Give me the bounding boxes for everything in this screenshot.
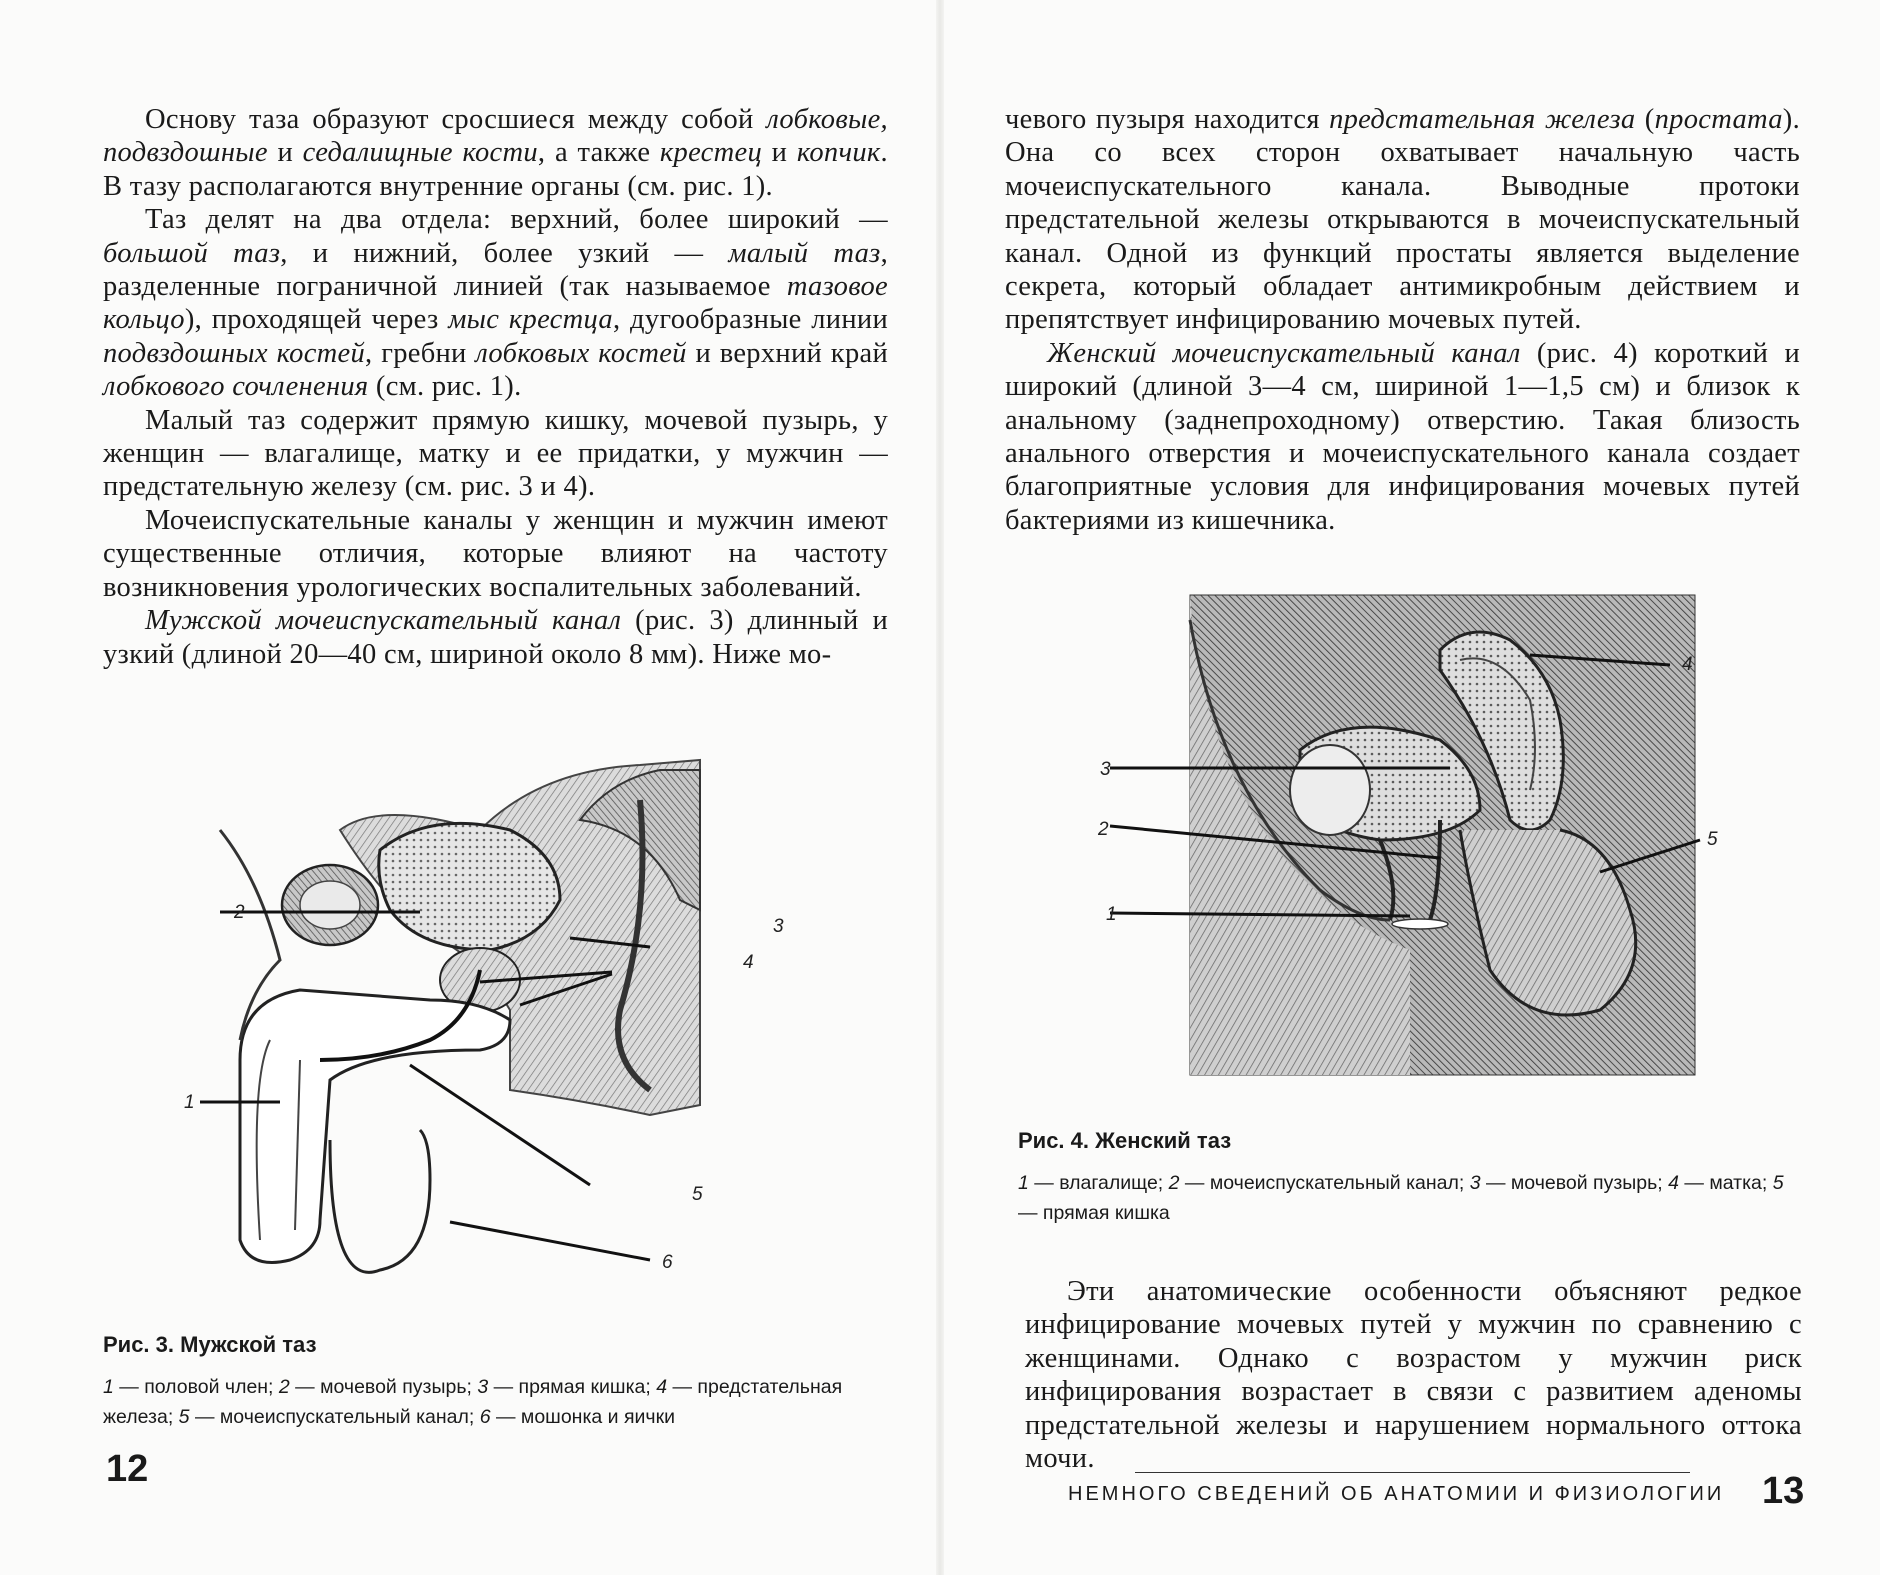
- running-header: НЕМНОГО СВЕДЕНИЙ ОБ АНАТОМИИ И ФИЗИОЛОГИИ: [1068, 1483, 1725, 1505]
- italic-term: 2: [1168, 1172, 1180, 1194]
- italic-term: седалищные кости: [302, 137, 538, 169]
- right-body-text: [1005, 103, 1800, 537]
- left-body-text: [103, 103, 888, 671]
- italic-term: крестец: [659, 137, 763, 169]
- callout-label: 2: [234, 902, 245, 923]
- italic-term: 6: [479, 1406, 491, 1428]
- italic-term: 1: [1018, 1172, 1029, 1194]
- italic-term: 1: [103, 1376, 114, 1398]
- italic-term: 3: [1469, 1172, 1481, 1194]
- italic-term: копчик: [796, 137, 881, 169]
- figure-4-caption: [1018, 1128, 1803, 1228]
- page-number: 12: [106, 1448, 149, 1490]
- italic-term: 4: [656, 1376, 668, 1398]
- italic-term: лобковые, подвздошные: [103, 104, 888, 169]
- paragraph: Таз делят на два отдела: верхний, более широкий — большой таз, и нижний, более узкий — малый таз, разделенные пограничной линией (так называемое тазовое кольцо), проходящей через мыс крестца, дугообразные линии подвздошных костей, гребни лобковых костей и верхний край лобкового сочленения (см. рис. 1).: [103, 204, 889, 403]
- male-pelvis-illustration: [180, 760, 900, 1310]
- callout-label: 3: [773, 916, 784, 937]
- right-closing-text: [1025, 1275, 1802, 1475]
- italic-term: тазовое кольцо: [103, 271, 888, 336]
- italic-term: 5: [178, 1406, 190, 1428]
- figure-male-pelvis: [180, 760, 900, 1310]
- italic-term: мыс крестца: [448, 304, 613, 336]
- callout-label: 3: [1100, 759, 1111, 780]
- paragraph: Основу таза образуют сросшиеся между собой лобковые, подвздошные и седалищные кости, а также крестец и копчик. В тазу располагаются внутренние органы (см. рис. 1).: [103, 104, 888, 202]
- callout-label: 1: [1106, 904, 1117, 925]
- italic-term: 2: [278, 1376, 290, 1398]
- italic-term: малый таз: [728, 237, 881, 269]
- callout-label: 2: [1098, 819, 1109, 840]
- caption-title: Рис. 4. Женский таз: [1018, 1128, 1232, 1153]
- italic-term: 4: [1668, 1172, 1679, 1194]
- paragraph: Мужской мочеиспускательный канал (рис. 3) длинный и узкий (длиной 20—40 см, шириной около 8 мм). Ниже мо-: [103, 605, 888, 670]
- paragraph: Эти анатомические особенности объясняют редкое инфицирование мочевых путей у мужчин по сравнению с женщинами. Однако с возрастом у мужчин риск инфицирования возрастает в связи с развитием аденомы предстательной железы и нарушением нормального оттока мочи.: [1025, 1276, 1802, 1475]
- callout-label: 5: [692, 1184, 703, 1205]
- callout-label: 6: [662, 1252, 673, 1273]
- running-header-rule: [1135, 1472, 1690, 1473]
- italic-term: 5: [1772, 1172, 1784, 1194]
- italic-term: 3: [477, 1376, 489, 1398]
- callout-label: 4: [743, 952, 754, 973]
- paragraph: Женский мочеиспускательный канал (рис. 4) короткий и широкий (длиной 3—4 см, шириной 1—1,5 см) и близок к анальному (заднепроходному) отверстию. Такая близость анального отверстия и мочеиспускательного канала создает благоприятные условия для инфицирования мочевых путей бактериями из кишечника.: [1005, 337, 1800, 536]
- paragraph: Малый таз содержит прямую кишку, мочевой пузырь, у женщин — влагалище, матку и ее придатки, у мужчин — предстательную железу (см. рис. 3 и 4).: [103, 404, 888, 503]
- caption-title: Рис. 3. Мужской таз: [103, 1332, 317, 1357]
- callout-label: 1: [184, 1092, 195, 1113]
- page-number: 13: [1762, 1470, 1805, 1512]
- caption-legend: 1 — половой член; 2 — мочевой пузырь; 3 — прямая кишка; 4 — предстательная железа; 5 — мочеиспускательный канал; 6 — мошонка и яички: [103, 1376, 843, 1428]
- italic-term: Женский мочеиспускательный канал: [1047, 337, 1521, 369]
- paragraph: Мочеиспускательные каналы у женщин и мужчин имеют существенные отличия, которые влияют на частоту возникновения урологических воспалительных заболеваний.: [103, 504, 888, 603]
- figure-3-caption: [103, 1332, 883, 1432]
- callout-label: 5: [1707, 829, 1718, 850]
- italic-term: лобкового сочленения: [103, 371, 369, 403]
- italic-term: предстательная железа: [1329, 104, 1636, 135]
- italic-term: Мужской мочеиспускательный канал: [145, 605, 622, 637]
- italic-term: лобковых костей: [475, 337, 687, 369]
- callout-label: 4: [1682, 654, 1693, 675]
- figure-female-pelvis: [1098, 590, 1760, 1090]
- italic-term: большой таз: [103, 237, 281, 269]
- caption-legend: 1 — влагалище; 2 — мочеиспускательный канал; 3 — мочевой пузырь; 4 — матка; 5 — прямая кишка: [1018, 1172, 1784, 1224]
- female-pelvis-illustration: [1098, 590, 1760, 1090]
- paragraph: чевого пузыря находится предстательная железа (простата). Она со всех сторон охватывает начальную часть мочеиспускательного канала. Выводные протоки предстательной железы открываются в мочеиспускательный канал. Одной из функций простаты является выделение секрета, который обладает антимикробным действием и препятствует инфицированию мочевых путей.: [1005, 104, 1800, 336]
- italic-term: подвздошных костей: [103, 337, 366, 369]
- italic-term: простата: [1654, 104, 1783, 135]
